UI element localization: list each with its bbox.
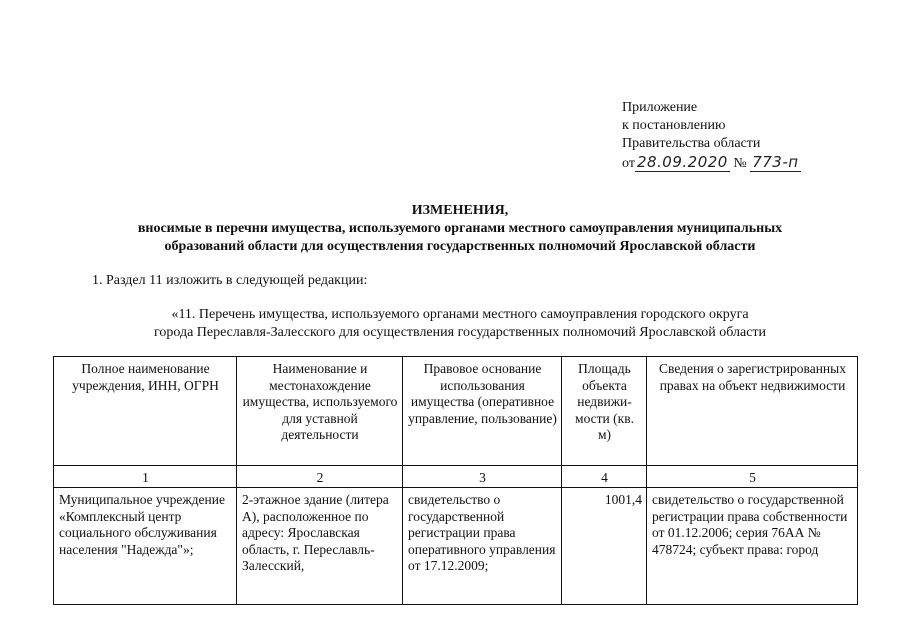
header-cell-4: Площадь объекта недвижи-мости (кв. м) <box>562 357 647 466</box>
property-table <box>53 356 858 605</box>
column-number-5: 5 <box>647 466 858 488</box>
column-number-1: 1 <box>54 466 237 488</box>
appendix-block <box>622 99 801 173</box>
header-cell-5: Сведения о зарегистрированных правах на объект недвижимости <box>647 357 858 466</box>
document-title-line-3: образований области для осуществления государственных полномочий Ярославской области <box>164 239 756 254</box>
appendix-date-line <box>622 153 801 173</box>
number-label: № <box>733 156 747 171</box>
table-row <box>54 488 858 605</box>
column-number-3: 3 <box>403 466 562 488</box>
appendix-line-1: Приложение <box>622 100 698 115</box>
header-cell-2: Наименование и местонахождение имущества, используемого для уставной деятельности <box>237 357 403 466</box>
document-title-line-2: вносимые в перечни имущества, используемого органами местного самоуправления муниципальных <box>137 221 783 236</box>
column-number-2: 2 <box>237 466 403 488</box>
column-number-4: 4 <box>562 466 647 488</box>
section-title-line-1: «11. Перечень имущества, используемого органами местного самоуправления городского округа <box>171 307 749 322</box>
section-title-line-2: города Переславля-Залесского для осуществления государственных полномочий Ярославской области <box>153 325 767 340</box>
header-cell-3: Правовое основание использования имущества (оперативное управление, пользование) <box>403 357 562 466</box>
cell-institution: Муниципальное учреждение «Комплексный центр социального обслуживания населения "Надежда"»; <box>54 488 237 605</box>
cell-rights: свидетельство о государственной регистрации права собственности от 01.12.2006; серия 76АА № 478724; субъект права: город <box>647 488 858 605</box>
handwritten-date: 28.09.2020 <box>636 153 728 171</box>
appendix-line-3: Правительства области <box>622 136 761 151</box>
cell-area: 1001,4 <box>562 488 647 605</box>
cell-legal-basis: свидетельство о государственной регистрации права оперативного управления от 17.12.2009; <box>403 488 562 605</box>
header-cell-1: Полное наименование учреждения, ИНН, ОГРН <box>54 357 237 466</box>
appendix-line-2: к постановлению <box>622 118 726 133</box>
from-label: от <box>622 156 635 171</box>
handwritten-number: 773-п <box>752 153 799 171</box>
cell-property: 2-этажное здание (литера А), расположенное по адресу: Ярославская область, г. Переславль-Залесский, <box>237 488 403 605</box>
document-title: ИЗМЕНЕНИЯ, <box>411 203 509 218</box>
paragraph-1: 1. Раздел 11 изложить в следующей редакции: <box>92 273 368 288</box>
table-header-row <box>54 357 858 466</box>
column-number-row <box>54 466 858 488</box>
